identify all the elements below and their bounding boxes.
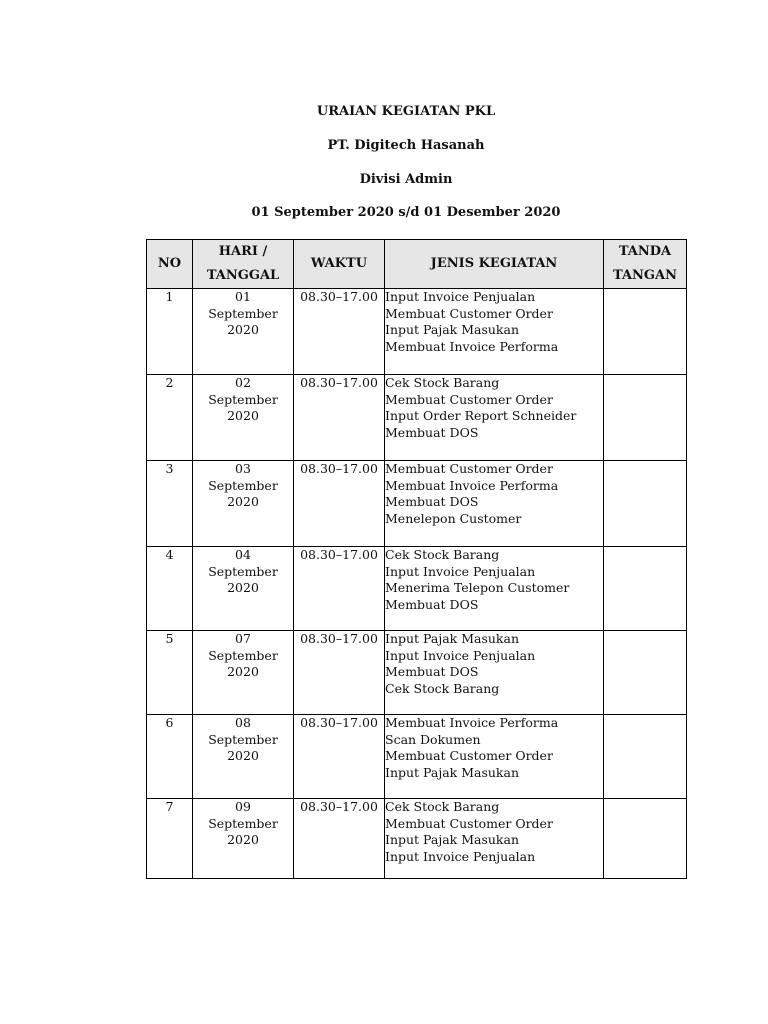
row-date — [193, 547, 294, 631]
signature-cell — [604, 375, 687, 461]
date-year: 2020 — [227, 494, 259, 509]
activity-item: Menerima Telepon Customer — [385, 580, 570, 595]
header-signature — [604, 240, 687, 289]
row-time: 08.30–17.00 — [294, 631, 385, 715]
header-date-line2: TANGGAL — [206, 268, 280, 283]
table-body — [147, 289, 687, 879]
date-year: 2020 — [227, 664, 259, 679]
header-no: NO — [147, 240, 193, 289]
internship-period: 01 September 2020 s/d 01 Desember 2020 — [251, 205, 561, 220]
row-number: 6 — [147, 715, 193, 799]
row-number: 3 — [147, 461, 193, 547]
row-number: 1 — [147, 289, 193, 375]
table-row — [147, 461, 687, 547]
date-year: 2020 — [227, 408, 259, 423]
activity-item: Input Pajak Masukan — [385, 631, 520, 646]
row-number: 4 — [147, 547, 193, 631]
row-activities — [385, 715, 604, 799]
activity-item: Menelepon Customer — [385, 510, 522, 526]
date-month: September — [208, 305, 278, 321]
activity-item: Input Pajak Masukan — [385, 322, 520, 337]
row-date — [193, 375, 294, 461]
activity-item: Cek Stock Barang — [385, 375, 500, 390]
table-row — [147, 375, 687, 461]
table-header-row — [147, 240, 687, 289]
date-month: September — [208, 647, 278, 663]
row-time: 08.30–17.00 — [294, 375, 385, 461]
signature-cell — [604, 631, 687, 715]
date-month: September — [208, 477, 278, 493]
activity-item: Membuat Customer Order — [385, 748, 553, 763]
activity-item: Input Invoice Penjualan — [385, 289, 536, 304]
company-name: PT. Digitech Hasanah — [327, 138, 485, 153]
activity-item: Cek Stock Barang — [385, 799, 500, 814]
row-activities — [385, 289, 604, 375]
date-day: 02 — [235, 375, 251, 390]
header-signature-line1: TANDA — [618, 244, 672, 259]
date-day: 03 — [235, 461, 251, 476]
row-date — [193, 715, 294, 799]
row-time: 08.30–17.00 — [294, 799, 385, 879]
row-time: 08.30–17.00 — [294, 715, 385, 799]
signature-cell — [604, 289, 687, 375]
activity-item: Membuat DOS — [385, 494, 479, 509]
table-row — [147, 547, 687, 631]
date-day: 01 — [235, 289, 251, 304]
date-day: 07 — [235, 631, 251, 646]
table-row — [147, 715, 687, 799]
activity-item: Membuat Invoice Performa — [385, 477, 559, 493]
division-name: Divisi Admin — [359, 172, 453, 187]
activity-item: Membuat Customer Order — [385, 815, 553, 831]
row-date — [193, 799, 294, 879]
activity-item: Membuat Customer Order — [385, 461, 553, 476]
activity-item: Input Pajak Masukan — [385, 832, 520, 847]
row-activities — [385, 799, 604, 879]
signature-cell — [604, 461, 687, 547]
row-activities — [385, 461, 604, 547]
row-time: 08.30–17.00 — [294, 547, 385, 631]
activity-item: Input Invoice Penjualan — [385, 647, 536, 663]
date-month: September — [208, 815, 278, 831]
header-date — [193, 240, 294, 289]
row-activities — [385, 631, 604, 715]
activity-item: Input Pajak Masukan — [385, 764, 520, 780]
date-year: 2020 — [227, 322, 259, 337]
row-number: 2 — [147, 375, 193, 461]
date-year: 2020 — [227, 832, 259, 847]
table-row — [147, 289, 687, 375]
date-year: 2020 — [227, 748, 259, 763]
activity-item: Membuat Customer Order — [385, 391, 553, 407]
date-day: 04 — [235, 547, 251, 562]
row-number: 5 — [147, 631, 193, 715]
activity-item: Input Order Report Schneider — [385, 408, 577, 423]
row-time: 08.30–17.00 — [294, 289, 385, 375]
signature-cell — [604, 547, 687, 631]
table-row — [147, 631, 687, 715]
document-title: URAIAN KEGIATAN PKL — [316, 104, 496, 119]
date-month: September — [208, 563, 278, 579]
header-time: WAKTU — [294, 240, 385, 289]
date-month: September — [208, 391, 278, 407]
row-number: 7 — [147, 799, 193, 879]
date-day: 09 — [235, 799, 251, 814]
row-date — [193, 289, 294, 375]
activity-item: Membuat Customer Order — [385, 305, 553, 321]
date-day: 08 — [235, 715, 251, 730]
header-activity: JENIS KEGIATAN — [385, 240, 604, 289]
activity-item: Cek Stock Barang — [385, 547, 500, 562]
signature-cell — [604, 799, 687, 879]
activity-item: Membuat DOS — [385, 664, 479, 679]
header-date-line1: HARI / — [218, 244, 268, 259]
activity-log-table — [146, 239, 687, 879]
row-date — [193, 461, 294, 547]
row-date — [193, 631, 294, 715]
activity-item: Membuat DOS — [385, 424, 479, 440]
activity-item: Input Invoice Penjualan — [385, 563, 536, 579]
activity-item: Membuat DOS — [385, 596, 479, 612]
activity-item: Input Invoice Penjualan — [385, 848, 536, 864]
date-year: 2020 — [227, 580, 259, 595]
table-row — [147, 799, 687, 879]
activity-item: Cek Stock Barang — [385, 680, 500, 696]
row-activities — [385, 375, 604, 461]
row-activities — [385, 547, 604, 631]
activity-item: Membuat Invoice Performa — [385, 715, 559, 730]
header-signature-line2: TANGAN — [612, 268, 677, 283]
date-month: September — [208, 731, 278, 747]
signature-cell — [604, 715, 687, 799]
activity-item: Scan Dokumen — [385, 731, 481, 747]
row-time: 08.30–17.00 — [294, 461, 385, 547]
activity-item: Membuat Invoice Performa — [385, 338, 559, 354]
